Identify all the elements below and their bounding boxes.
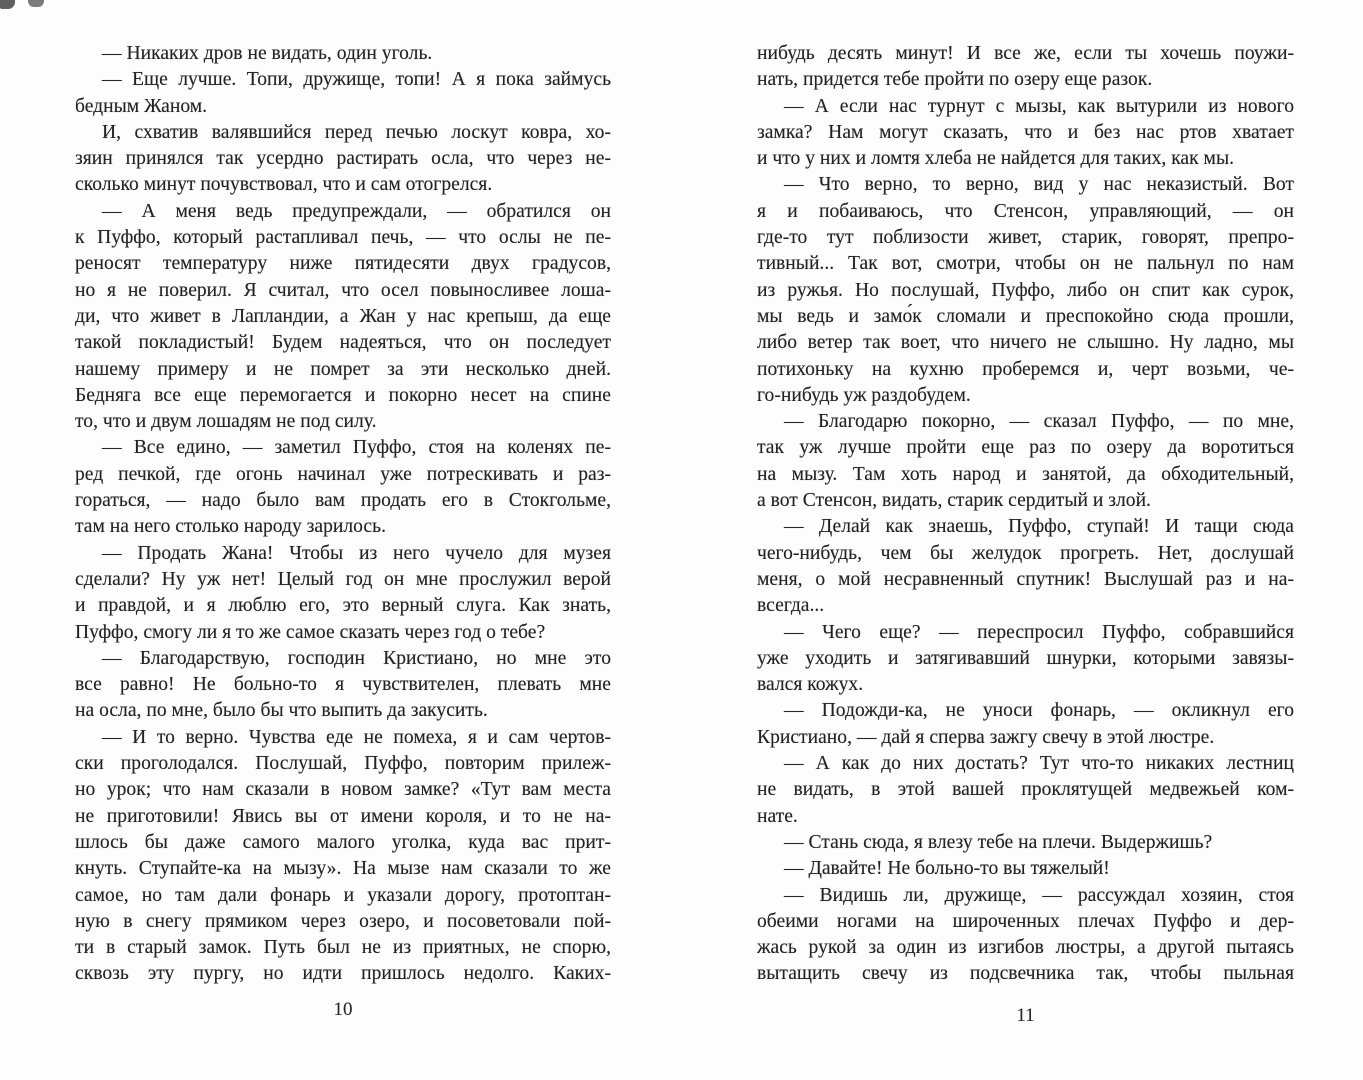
text-line: замка? Нам могут сказать, что и без нас ртов хватает [757,121,1294,143]
text-line: ски проголодался. Послушай, Пуффо, повторим прилеж- [75,753,611,775]
text-line: ред печкой, где огонь начинал уже потрескивать и раз- [75,463,611,485]
text-line: на мызу. Там хоть народ и занятой, да обходительный, [757,463,1294,485]
text-line: — Благодарю покорно, — сказал Пуффо, — по мне, [784,411,1294,433]
text-line: — Давайте! Не больно-то вы тяжелый! [784,858,1110,880]
page-number: 10 [333,999,353,1020]
text-line: там на него столько народу зарилось. [75,516,386,538]
text-line: нибудь десять минут! И все же, если ты хочешь поужи- [757,43,1294,64]
text-line: Бедняга все еще перемогается и покорно несет на спине [75,384,611,406]
text-line: реносят температуру ниже пятидесяти двух градусов, [75,253,611,275]
text-line: нать, придется тебе пройти по озеру еще разок. [757,69,1153,91]
text-line: — Все едино, — заметил Пуффо, стоя на коленях пе- [102,437,611,459]
text-line: сделали? Ну уж нет! Целый год он мне прослужил верой [75,568,611,590]
text-line: — Подожди-ка, не уноси фонарь, — окликнул его [784,700,1294,722]
text-line: я и побаиваюсь, что Стенсон, управляющий, — он [757,200,1294,222]
text-line: — А как до них достать? Тут что-то никаких лестниц [784,753,1294,775]
text-line: на осла, по мне, было бы что выпить да закусить. [75,700,488,722]
text-line: не приготовили! Явись вы от имени короля, и то не на- [75,805,611,827]
book-page-left [75,41,611,1051]
text-line: шлось бы даже самого малого уголка, куда вас прит- [75,831,611,853]
text-line: мы ведь и замо́к сломали и преспокойно сюда прошли, [757,305,1294,327]
text-line: — Что верно, то верно, вид у нас неказистый. Вот [784,174,1294,196]
text-line: зяин принялся так усердно растирать осла, что через не- [75,148,611,170]
text-line: но я не поверил. Я считал, что осел повыносливее лоша- [75,279,611,301]
text-line: вытащить свечу из подсвечника так, чтобы пыльная [757,963,1294,985]
text-line: кнуть. Ступайте-ка на мызу». На мызе нам сказали то же [75,858,611,880]
text-line: — Никаких дров не видать, один уголь. [102,43,433,64]
scan-artifact [0,0,15,9]
text-line: И, схватив валявшийся перед печью лоскут ковра, хо- [102,121,611,143]
text-line: сколько минут почувствовал, что и сам отогрелся. [75,174,493,196]
text-line: к Пуффо, который растапливал печь, — что ослы не пе- [75,227,611,249]
text-line: потихоньку на кухню проберемся и, черт возьми, че- [757,358,1294,380]
text-line: чего-нибудь, чем бы желудок прогреть. Нет, дослушай [757,542,1294,564]
page-text [75,41,611,988]
text-line: уже уходить и затягивавший шнурки, которыми завязы- [757,647,1294,669]
text-line: — Чего еще? — переспросил Пуффо, собравшийся [784,621,1294,643]
text-line: не видать, в этой вашей проклятущей медвежьей ком- [757,779,1294,801]
text-line: тивный... Так вот, смотри, чтобы он не пальнул по нам [757,253,1294,275]
book-page-right [757,41,1294,1051]
text-line: из ружья. Но послушай, Пуффо, либо он спит как сурок, [757,279,1294,301]
text-line: обеими ногами на широченных плечах Пуффо и дер- [757,910,1294,932]
page-text [757,41,1294,988]
text-line: — А если нас турнут с мызы, как вытурили из нового [784,95,1294,117]
text-line: такой покладистый! Будем надеяться, что он последует [75,332,611,354]
text-line: все равно! Не больно-то я чувствителен, плевать мне [75,674,611,696]
text-line: и правдой, и я люблю его, это верный слуга. Как знать, [75,595,611,617]
text-line: го-нибудь уж раздобудем. [757,384,971,406]
text-line: и что у них и ломтя хлеба не найдется для таких, как мы. [757,148,1235,170]
scan-artifact [28,0,44,7]
text-line: ную в снегу прямиком через озеро, и посоветовали пой- [75,910,611,932]
text-line: вался кожух. [757,674,864,696]
text-line: всегда... [757,595,825,617]
text-line: так уж лучше пройти еще раз по озеру да воротиться [757,437,1294,459]
text-line: Кристиано, — дай я сперва зажгу свечу в этой люстре. [757,726,1215,748]
text-line: — Делай как знаешь, Пуффо, ступай! И тащи сюда [784,516,1294,538]
text-line: меня, о мой несравненный спутник! Выслушай раз и на- [757,568,1294,590]
text-line: но урок; что нам сказали в новом замке? «Тут вам места [75,779,611,801]
text-line: — Видишь ли, дружище, — рассуждал хозяин, стоя [784,884,1294,906]
text-line: сквозь эту пургу, но идти пришлось недолго. Каких- [75,963,611,985]
text-line: жась рукой за один из изгибов люстры, а другой пытаясь [757,937,1294,959]
text-line: самое, но там дали фонарь и указали дорогу, протоптан- [75,884,611,906]
text-line: — Продать Жана! Чтобы из него чучело для музея [102,542,611,564]
text-line: — И то верно. Чувства еде не помеха, я и сам чертов- [102,726,611,748]
text-line: бедным Жаном. [75,95,208,117]
text-line: а вот Стенсон, видать, старик сердитый и злой. [757,490,1151,512]
text-line: Пуффо, смогу ли я то же самое сказать через год о тебе? [75,621,546,643]
text-line: — Стань сюда, я влезу тебе на плечи. Выдержишь? [784,831,1213,853]
text-line: гораться, — надо было вам продать его в Стокгольме, [75,490,611,512]
text-line: ди, что живет в Лапландии, а Жан у нас крепыш, да еще [75,305,611,327]
text-line: — А меня ведь предупреждали, — обратился он [102,200,611,222]
text-line: — Благодарствую, господин Кристиано, но мне это [102,647,611,669]
text-line: либо ветер так воет, что ничего не слышно. Ну ладно, мы [757,332,1294,354]
text-line: нашему примеру и не помрет за эти несколько дней. [75,358,611,380]
text-line: нате. [757,805,798,827]
text-line: — Еще лучше. Топи, дружище, топи! А я пока займусь [102,69,611,91]
text-line: то, что и двум лошадям не под силу. [75,411,377,433]
text-line: где-то тут поблизости живет, старик, говорят, препро- [757,227,1294,249]
page-number: 11 [1016,1005,1035,1026]
text-line: ти в старый замок. Путь был не из приятных, не спорю, [75,937,611,959]
